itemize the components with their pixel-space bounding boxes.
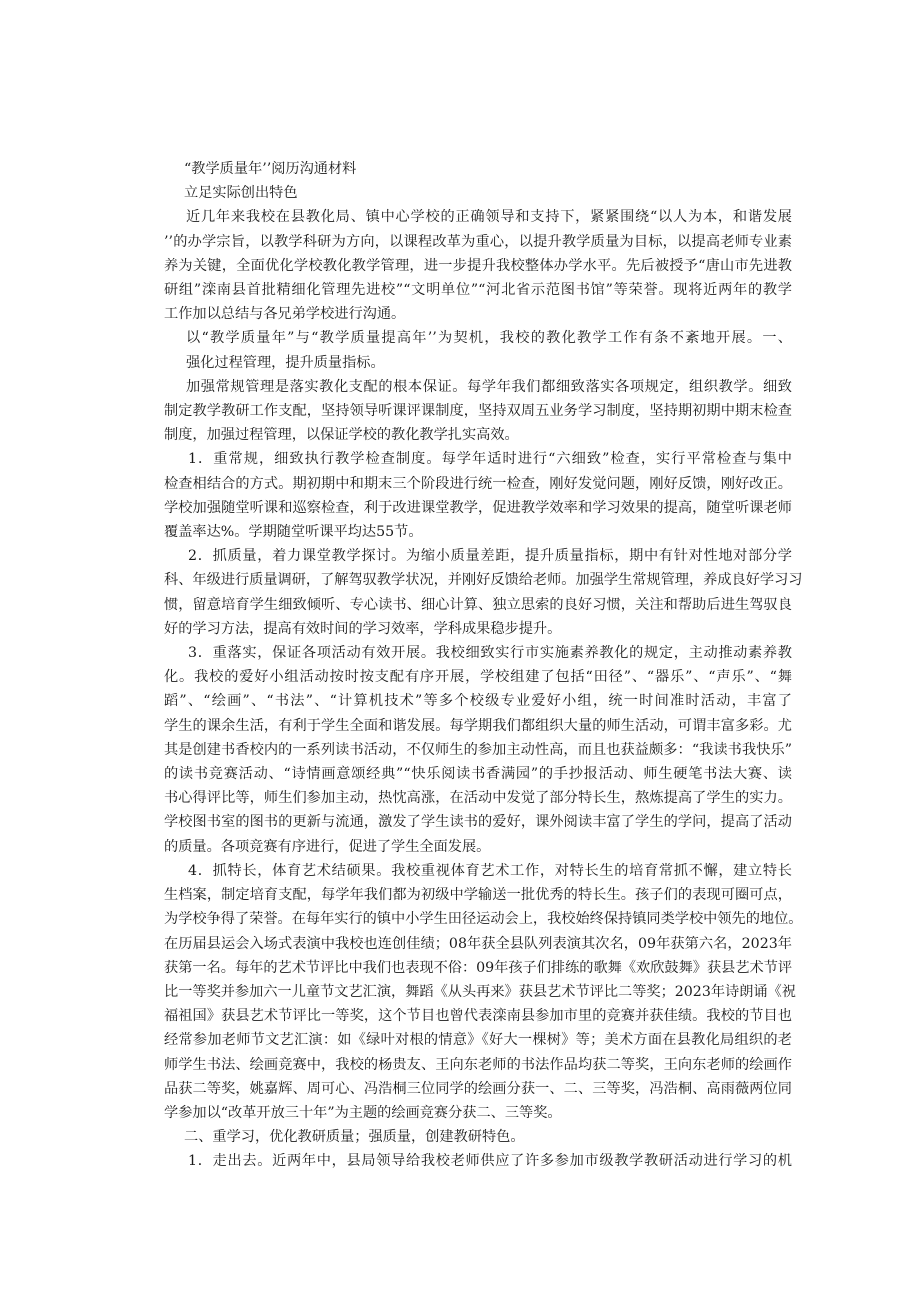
paragraph-line: 品获二等奖，姚嘉辉、周可心、冯浩桐三位同学的绘画分获一、二、三等奖，冯浩桐、高雨薇两位同 — [164, 1080, 792, 1097]
paragraph-line: 的读书竞赛活动、“诗情画意颂经典”“快乐阅读书香满园”的手抄报活动、师生硬笔书法大赛、读 — [164, 766, 792, 783]
section-heading: 强化过程管理，提升质量指标。 — [186, 354, 385, 371]
paragraph-line: 在历届县运会入场式表演中我校也连创佳绩；08年获全县队列表演其次名，09年获第六名，2023年 — [164, 935, 792, 952]
numbered-item-line: 3．重落实，保证各项活动有效开展。我校细致实行市实施素养教化的规定，主动推动素养教 — [188, 645, 792, 662]
paragraph-line: 加强常规管理是落实教化支配的根本保证。每学年我们都细致落实各项规定，组织教学。细致 — [186, 378, 792, 395]
paragraph-line: 制定教学教研工作支配，坚持领导听课评课制度，坚持双周五业务学习制度，坚持期初期中期末检查 — [164, 403, 792, 420]
document-body — [164, 157, 803, 1174]
paragraph-line: 其是创建书香校内的一系列读书活动，不仅师生的参加主动性高，而且也获益颇多：“我读书我快乐” — [164, 741, 792, 758]
numbered-item-line: 1．走出去。近两年中，县局领导给我校老师供应了许多参加市级教学教研活动进行学习的机 — [188, 1153, 792, 1170]
paragraph-line: 学生的课余生活，有利于学生全面和谐发展。每学期我们都组织大量的师生活动，可谓丰富多彩。尤 — [164, 717, 792, 734]
paragraph-line: 养为关键，全面优化学校教化教学管理，进一步提升我校整体办学水平。先后被授予“唐山市先进教 — [164, 257, 792, 274]
paragraph-line: 生档案，制定培育支配，每学年我们都为初级中学输送一批优秀的特长生。孩子们的表现可圈可点， — [164, 887, 792, 904]
paragraph-line: 覆盖率达%。学期随堂听课平均达55节。 — [164, 524, 423, 541]
paragraph-line: 研组”滦南县首批精细化管理先进校”“文明单位”“河北省示范图书馆”等荣誉。现将近两年的教学 — [164, 282, 792, 299]
section-heading: 二、重学习，优化教研质量；强质量，创建教研特色。 — [184, 1129, 525, 1146]
paragraph-line: 惯，留意培育学生细致倾听、专心读书、细心计算、独立思索的良好习惯，关注和帮助后进生驾驭良 — [164, 596, 792, 613]
paragraph-line: 获第一名。每年的艺术节评比中我们也表现不俗：09年孩子们排练的歌舞《欢欣鼓舞》获县艺术节评 — [164, 959, 793, 976]
numbered-item-line: 4．抓特长，体育艺术结硕果。我校重视体育艺术工作，对特长生的培育常抓不懈，建立特长 — [188, 862, 792, 879]
paragraph-line: 经常参加老师节文艺汇演：如《绿叶对根的情意》《好大一棵树》等；美术方面在县教化局组织的老 — [164, 1032, 792, 1049]
paragraph-line: 科、年级进行质量调研，了解驾驭教学状况，并刚好反馈给老师。加强学生常规管理，养成良好学习习 — [164, 572, 803, 589]
paragraph-line: 为学校争得了荣誉。在每年实行的镇中小学生田径运动会上，我校始终保持镇同类学校中领先的地位。 — [164, 911, 803, 928]
paragraph-line: 检查相结合的方式。期初期中和期末三个阶段进行统一检查，刚好发觉问题，刚好反馈，刚好改正。 — [164, 475, 792, 492]
paragraph-line: 工作加以总结与各兄弟学校进行沟通。 — [164, 306, 406, 323]
paragraph-line: 以“教学质量年”与“教学质量提高年’’为契机，我校的教化教学工作有条不紊地开展。一、 — [186, 330, 792, 347]
paragraph-line: 学校图书室的图书的更新与流通，激发了学生读书的爱好，课外阅读丰富了学生的学问，提高了活动 — [164, 814, 792, 831]
document-subtitle: 立足实际创出特色 — [184, 185, 298, 202]
paragraph-line: 蹈”、“绘画”、“书法”、“计算机技术”等多个校级专业爱好小组，统一时间准时活动，丰富了 — [164, 693, 792, 710]
paragraph-line: 学参加以“改革开放三十年”为主题的绘画竞赛分获二、三等奖。 — [164, 1104, 562, 1121]
paragraph-line: 的质量。各项竞赛有序进行，促进了学生全面发展。 — [164, 838, 491, 855]
paragraph-line: 学校加强随堂听课和巡察检查，利于改进课堂教学，促进教学效率和学习效果的提高，随堂听课老师 — [164, 499, 792, 516]
paragraph-line: 书心得评比等，师生们参加主动，热忱高涨，在活动中发觉了部分特长生，熬炼提高了学生的实力。 — [164, 790, 792, 807]
paragraph-line: 比一等奖并参加六一儿童节文艺汇演，舞蹈《从头再来》获县艺术节评比二等奖；2023年诗朗诵《祝 — [164, 983, 796, 1000]
paragraph-line: 化。我校的爱好小组活动按时按支配有序开展，学校组建了包括“田径”、“器乐”、“声乐”、“舞 — [164, 669, 792, 686]
paragraph-line: ’’的办学宗旨，以教学科研为方向，以课程改革为重心，以提升教学质量为目标，以提高老师专业素 — [164, 233, 792, 250]
paragraph-line: 制度，加强过程管理，以保证学校的教化教学扎实高效。 — [164, 427, 519, 444]
paragraph-line: 师学生书法、绘画竞赛中，我校的杨贵友、王向东老师的书法作品均获二等奖，王向东老师的绘画作 — [164, 1056, 792, 1073]
paragraph-line: 福祖国》获县艺术节评比一等奖，这个节目也曾代表滦南县参加市里的竞赛并获佳绩。我校的节目也 — [164, 1008, 792, 1025]
paragraph-line: 近几年来我校在县教化局、镇中心学校的正确领导和支持下，紧紧围绕“以人为本，和谐发展 — [186, 209, 792, 226]
numbered-item-line: 1．重常规，细致执行教学检查制度。每学年适时进行“六细致”检查，实行平常检查与集中 — [188, 451, 792, 468]
document-title: “教学质量年’’阅历沟通材料 — [184, 161, 357, 177]
numbered-item-line: 2．抓质量，着力课堂教学探讨。为缩小质量差距，提升质量指标，期中有针对性地对部分学 — [188, 548, 792, 565]
paragraph-line: 好的学习方法，提高有效时间的学习效率，学科成果稳步提升。 — [164, 620, 562, 637]
